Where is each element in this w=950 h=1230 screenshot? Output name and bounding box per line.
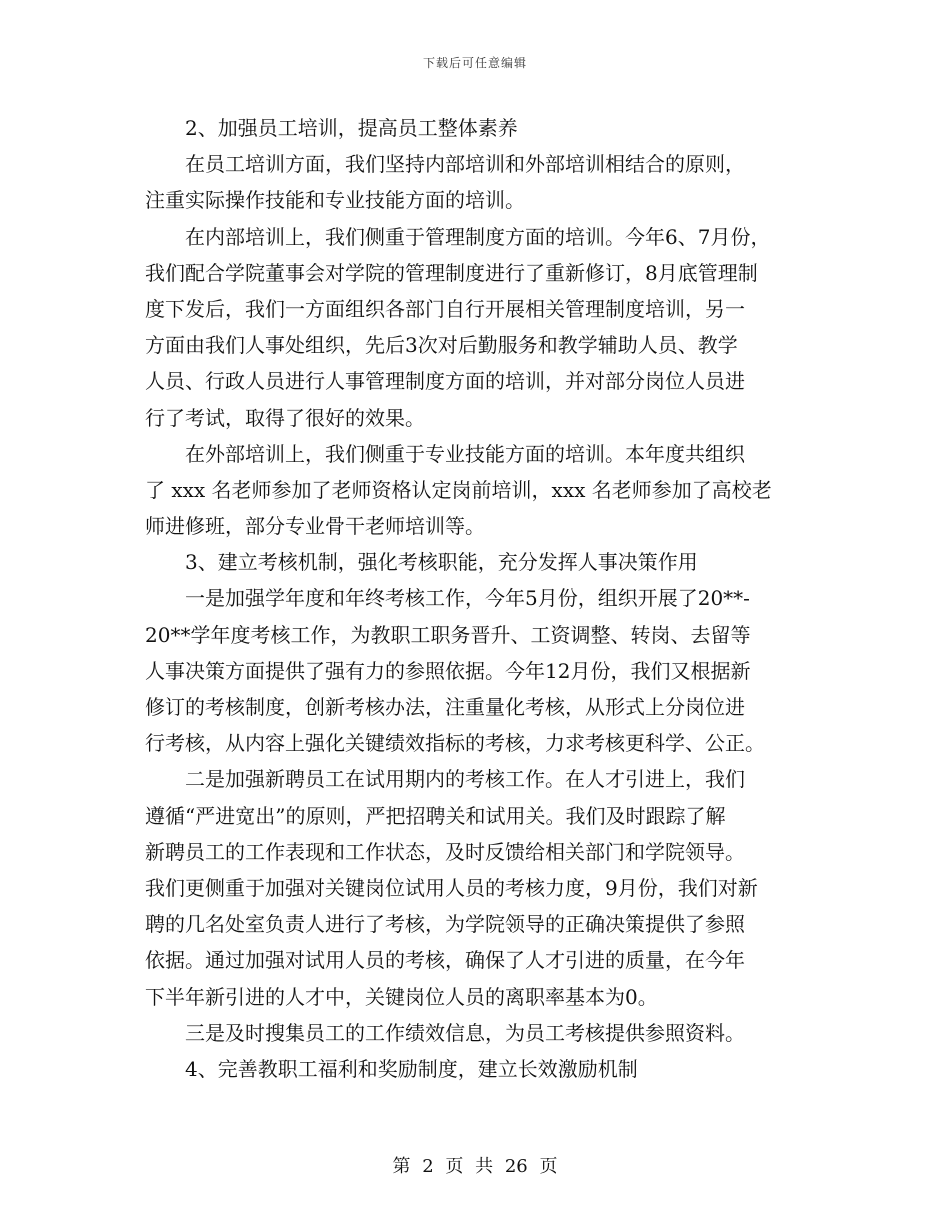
- body-text: [145, 110, 815, 1087]
- text-line: 聘的几名处室负责人进行了考核，为学院领导的正确决策提供了参照: [145, 912, 745, 937]
- text-line: 一是加强学年度和年终考核工作，今年5月份，组织开展了20**-: [145, 586, 750, 611]
- text-line: 行了考试，取得了很好的效果。: [145, 405, 425, 430]
- text-line: 在员工培训方面，我们坚持内部培训和外部培训相结合的原则，: [145, 152, 745, 177]
- text-line: 依据。通过加强对试用人员的考核，确保了人才引进的质量，在今年: [145, 948, 745, 973]
- text-line: 3、建立考核机制，强化考核职能，充分发挥人事决策作用: [145, 550, 698, 575]
- text-line: 新聘员工的工作表现和工作状态，及时反馈给相关部门和学院领导。: [145, 839, 745, 864]
- header-note: 下载后可任意编辑: [422, 56, 527, 70]
- text-line: 二是加强新聘员工在试用期内的考核工作。在人才引进上，我们: [145, 767, 745, 792]
- text-line: 20**学年度考核工作，为教职工职务晋升、工资调整、转岗、去留等: [145, 622, 751, 647]
- text-line: 我们配合学院董事会对学院的管理制度进行了重新修订，8月底管理制: [145, 260, 758, 285]
- text-line: 师进修班，部分专业骨干老师培训等。: [145, 514, 485, 539]
- text-line: 行考核，从内容上强化关键绩效指标的考核，力求考核更科学、公正。: [145, 731, 765, 756]
- text-line: 人员、行政人员进行人事管理制度方面的培训，并对部分岗位人员进: [145, 369, 745, 394]
- text-line: 度下发后，我们一方面组织各部门自行开展相关管理制度培训，另一: [145, 296, 745, 321]
- text-line: 修订的考核制度，创新考核办法，注重量化考核，从形式上分岗位进: [145, 695, 745, 719]
- text-line: 了 xxx 名老师参加了老师资格认定岗前培训，xxx 名老师参加了高校老: [145, 477, 772, 502]
- text-line: 我们更侧重于加强对关键岗位试用人员的考核力度，9月份，我们对新: [145, 875, 758, 900]
- text-line: 注重实际操作技能和专业技能方面的培训。: [145, 188, 525, 213]
- text-line: 4、完善教职工福利和奖励制度，建立长效激励机制: [145, 1056, 638, 1081]
- text-line: 下半年新引进的人才中，关键岗位人员的离职率基本为0。: [145, 984, 658, 1009]
- text-line: 在内部培训上，我们侧重于管理制度方面的培训。今年6、7月份，: [145, 224, 771, 249]
- text-line: 人事决策方面提供了强有力的参照依据。今年12月份，我们又根据新: [145, 658, 751, 683]
- text-line: 在外部培训上，我们侧重于专业技能方面的培训。本年度共组织: [145, 441, 745, 466]
- text-line: 2、加强员工培训，提高员工整体素养: [145, 116, 518, 140]
- text-line: 三是及时搜集员工的工作绩效信息，为员工考核提供参照资料。: [145, 1020, 745, 1045]
- text-line: 方面由我们人事处组织，先后3次对后勤服务和教学辅助人员、教学: [145, 333, 738, 358]
- text-line: 遵循“严进宽出”的原则，严把招聘关和试用关。我们及时跟踪了解: [145, 803, 726, 828]
- page-number-footer: 第 2 页 共 26 页: [392, 1156, 558, 1177]
